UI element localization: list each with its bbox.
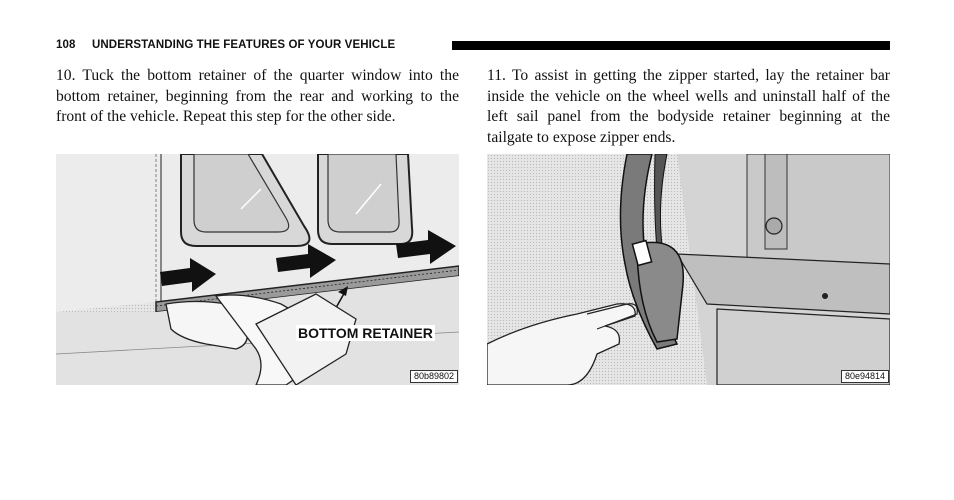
page-number: 108: [56, 39, 76, 51]
step-11-text: 11. To assist in getting the zipper started, lay the retainer bar inside the vehicle on the wheel wells and uninstall half of the left sail panel from the bodyside retainer beginning at the tailgate to expose zipper ends.: [487, 67, 890, 146]
bottom-retainer-drawing: [56, 154, 459, 385]
step-10-text: 10. Tuck the bottom retainer of the quarter window into the bottom retainer, beginning from the rear and working to the front of the vehicle. Repeat this step for the other side.: [56, 67, 459, 126]
sail-panel-drawing: [487, 154, 890, 385]
bottom-retainer-illustration: [56, 154, 459, 385]
page-header: [56, 38, 890, 52]
figure-code-left: 80b89802: [410, 370, 458, 383]
figure-code-right: 80e94814: [841, 370, 889, 383]
section-title: UNDERSTANDING THE FEATURES OF YOUR VEHICLE: [92, 39, 396, 51]
bottom-retainer-callout: BOTTOM RETAINER: [298, 325, 433, 341]
sail-panel-illustration: [487, 154, 890, 385]
header-rule: [452, 41, 890, 50]
